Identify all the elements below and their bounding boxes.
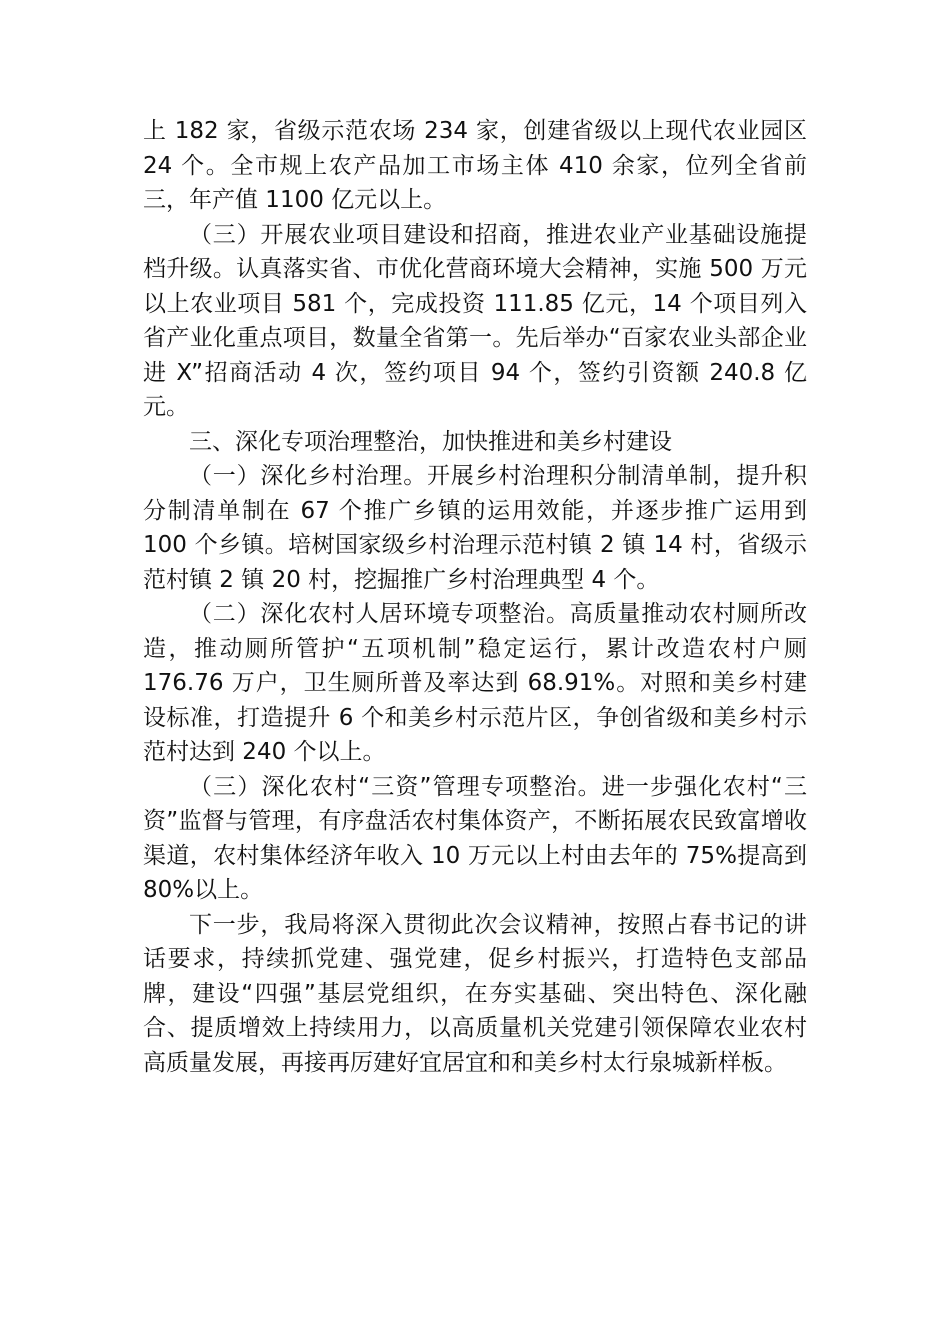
paragraph-next-steps: 下一步，我局将深入贯彻此次会议精神，按照占春书记的讲话要求，持续抓党建、强党建，促乡村振兴，打造特色支部品牌，建设“四强”基层党组织，在夯实基础、突出特色、深化融合、提质增效上持续用力，以高质量机关党建引领保障农业农村高质量发展，再接再厉建好宜居宜和和美乡村太行泉城新样板。 xyxy=(143,911,807,1076)
paragraph-rural-governance: （一）深化乡村治理。开展乡村治理积分制清单制，提升积分制清单制在 67 个推广乡镇的运用效能，并逐步推广运用到 100 个乡镇。培树国家级乡村治理示范村镇 2 镇 14 村，省级示范村镇 2 镇 20 村，挖掘推广乡村治理典型 4 个。 xyxy=(143,463,807,593)
paragraph-three-assets: （三）深化农村“三资”管理专项整治。进一步强化农村“三资”监督与管理，有序盘活农村集体资产，不断拓展农民致富增收渠道，农村集体经济年收入 10 万元以上村由去年的 75%提高到 80%以上。 xyxy=(143,773,807,903)
paragraph-continuation: 上 182 家，省级示范农场 234 家，创建省级以上现代农业园区 24 个。全市规上农产品加工市场主体 410 余家，位列全省前三，年产值 1100 亿元以上。 xyxy=(143,118,807,213)
paragraph-living-environment: （二）深化农村人居环境专项整治。高质量推动农村厕所改造，推动厕所管护“五项机制”稳定运行，累计改造农村户厕 176.76 万户，卫生厕所普及率达到 68.91%。对照和美乡村建设标准，打造提升 6 个和美乡村示范片区，争创省级和美乡村示范村达到 240 个以上。 xyxy=(143,601,807,765)
section-heading-three: 三、深化专项治理整治，加快推进和美乡村建设 xyxy=(189,428,672,455)
paragraph-project-investment: （三）开展农业项目建设和招商，推进农业产业基础设施提档升级。认真落实省、市优化营商环境大会精神，实施 500 万元以上农业项目 581 个，完成投资 111.85 亿元，14 个项目列入省产业化重点项目，数量全省第一。先后举办“百家农业头部企业进 X”招商活动 4 次，签约项目 94 个，签约引资额 240.8 亿元。 xyxy=(143,221,807,420)
document-body xyxy=(143,114,807,1080)
